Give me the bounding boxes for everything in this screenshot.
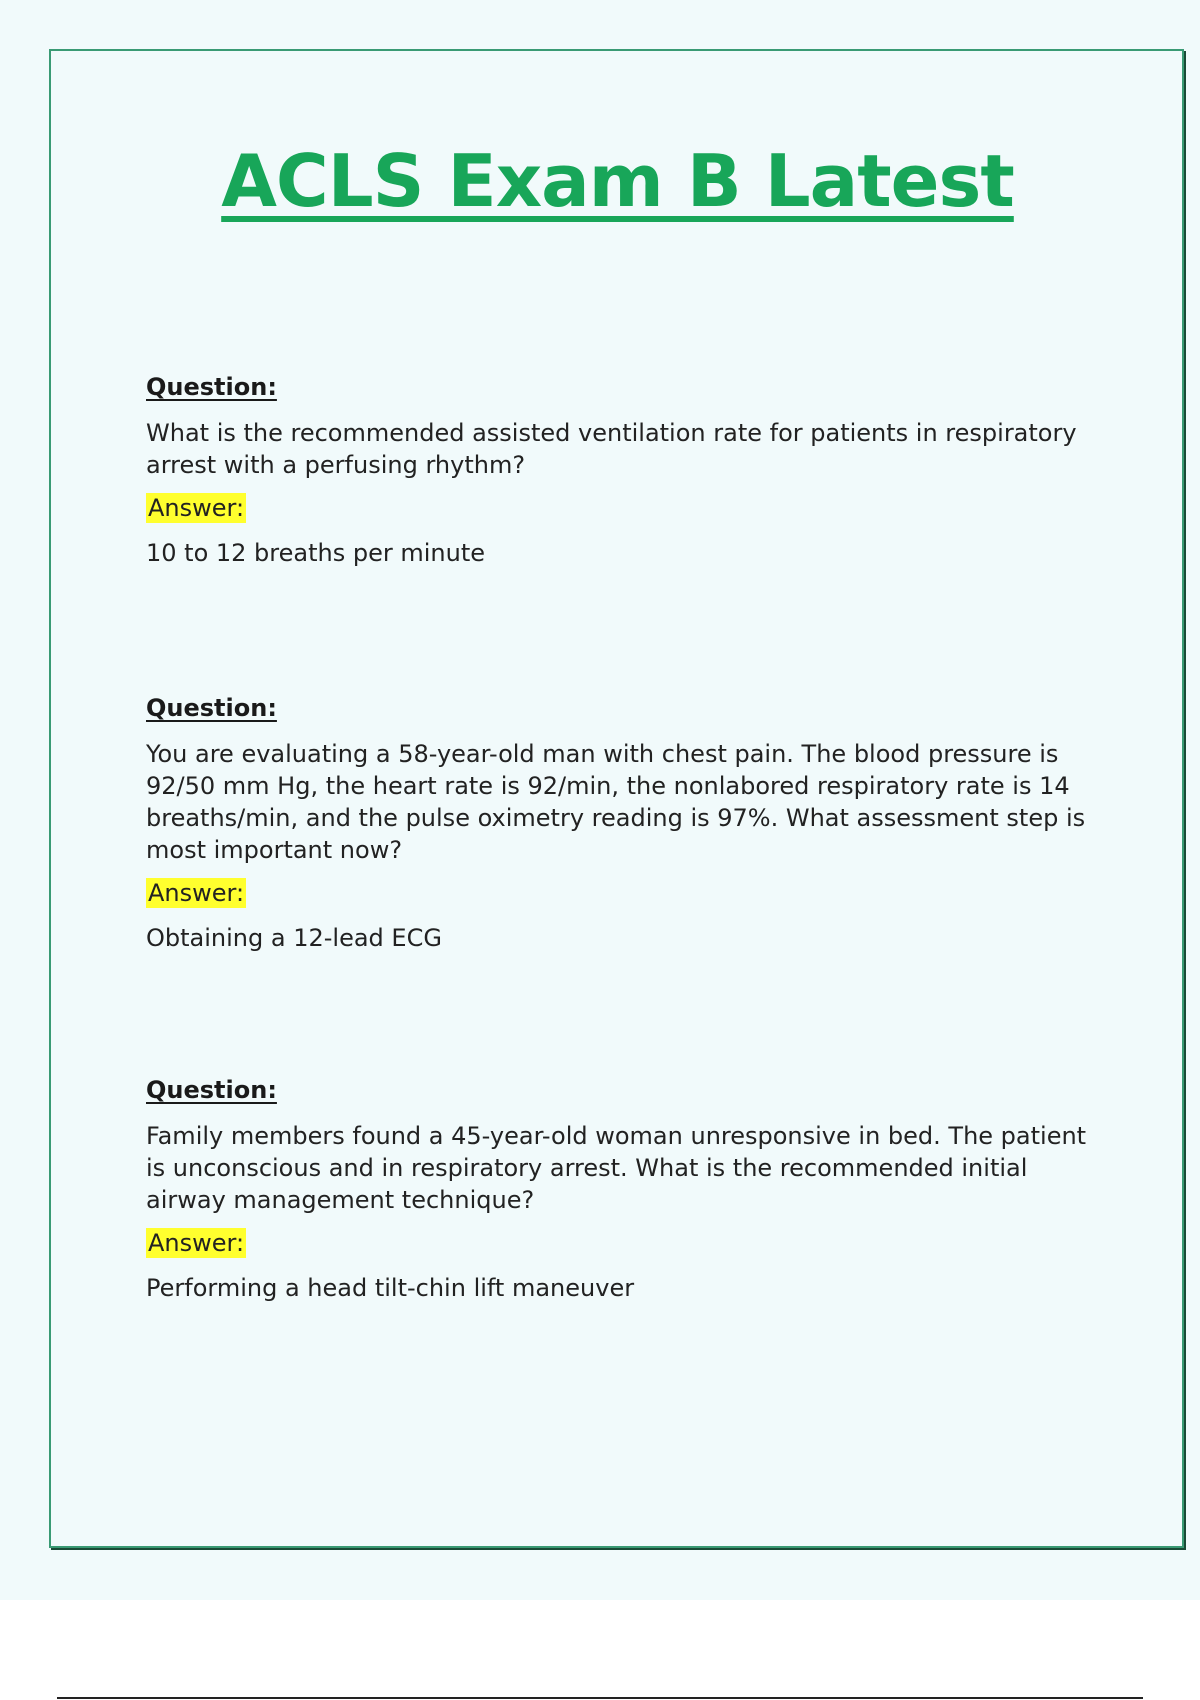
answer-text: Obtaining a 12-lead ECG — [146, 924, 442, 952]
qa-item-1 — [146, 371, 1096, 569]
bottom-divider — [57, 1697, 1143, 1699]
answer-label: Answer: — [148, 1229, 245, 1257]
question-text: What is the recommended assisted ventilation rate for patients in respiratory arrest with a perfusing rhythm? — [146, 419, 1077, 479]
qa-item-3 — [146, 1074, 1096, 1304]
answer-label: Answer: — [148, 879, 245, 907]
question-text: Family members found a 45-year-old woman unresponsive in bed. The patient is unconscious and in respiratory arrest. What is the recommended initial airway management technique? — [146, 1122, 1087, 1214]
question-text: You are evaluating a 58-year-old man with chest pain. The blood pressure is 92/50 mm Hg, the heart rate is 92/min, the nonlabored respiratory rate is 14 breaths/min, and the pulse oximetry reading is 97%. What assessment step is most important now? — [146, 740, 1086, 864]
page-title: ACLS Exam B Latest — [221, 139, 1014, 223]
question-label: Question: — [146, 1076, 277, 1104]
answer-label: Answer: — [148, 494, 245, 522]
answer-text: 10 to 12 breaths per minute — [146, 539, 485, 567]
question-label: Question: — [146, 694, 277, 722]
answer-text: Performing a head tilt-chin lift maneuver — [146, 1274, 635, 1302]
qa-item-2 — [146, 692, 1096, 954]
question-label: Question: — [146, 373, 277, 401]
